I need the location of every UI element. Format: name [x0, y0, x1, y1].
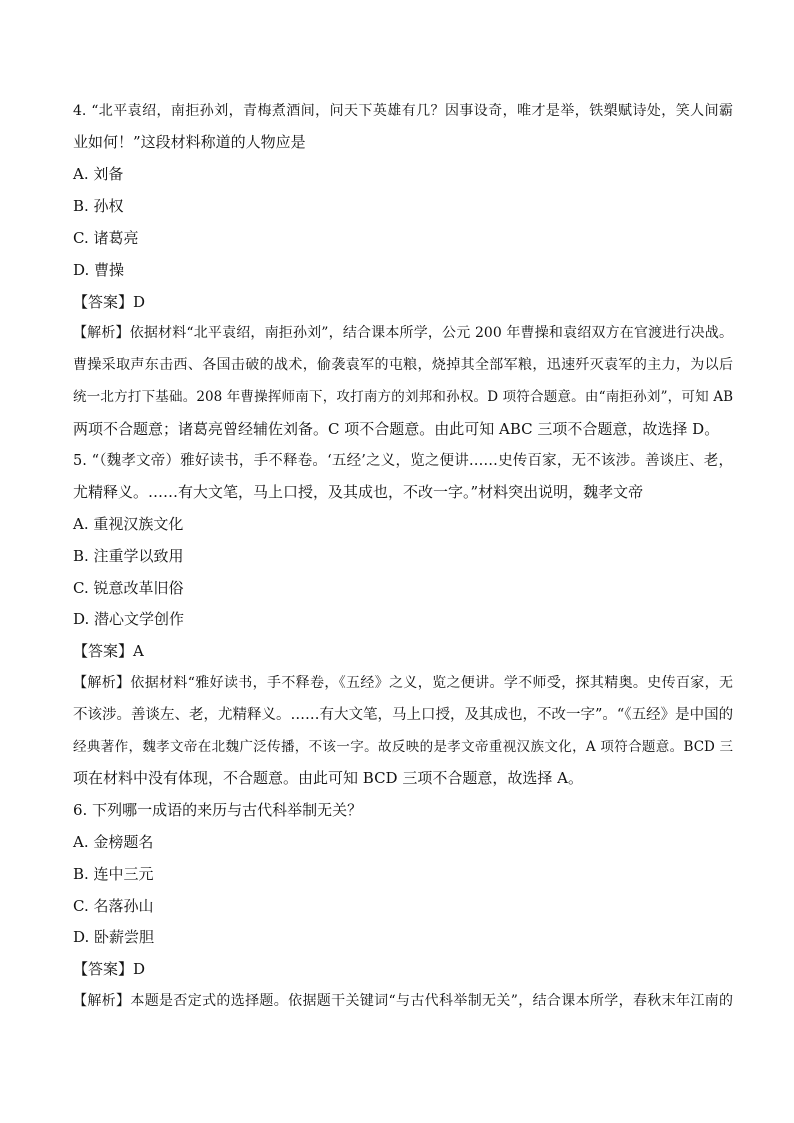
q4-option-d: D. 曹操: [73, 261, 125, 279]
q4-analysis-line-4: 两项不合题意；诸葛亮曾经辅佐刘备。C 项不合题意。由此可知 ABC 三项不合题意，故选择 D。: [73, 420, 720, 438]
q5-option-b: B. 注重学以致用: [73, 547, 184, 565]
q6-option-a: A. 金榜题名: [73, 833, 154, 851]
q5-analysis-line-2: 不该涉。善谈左、老，尤精释义。……有大文笔，马上口授，及其成也，不改一字”。“《五经》是中国的: [73, 707, 733, 723]
q6-answer: 【答案】D: [73, 960, 146, 978]
q4-answer: 【答案】D: [73, 293, 146, 311]
q4-analysis-line-2: 曹操采取声东击西、各国击破的战术，偷袭袁军的屯粮，烧掉其全部军粮，迅速歼灭袁军的主力，为以后: [73, 357, 733, 373]
q5-stem-line-2: 尤精释义。……有大文笔，马上口授，及其成也，不改一字。”材料突出说明，魏孝文帝: [73, 483, 644, 501]
q5-option-c: C. 锐意改革旧俗: [73, 579, 184, 597]
q4-stem-line-2: 业如何！”这段材料称道的人物应是: [73, 133, 306, 151]
q5-answer: 【答案】A: [73, 642, 144, 660]
q6-option-d: D. 卧薪尝胆: [73, 928, 155, 946]
q5-analysis-line-1: 【解析】依据材料“雅好读书，手不释卷，《五经》之义，览之便讲。学不师受，探其精奥。史传百家，无: [73, 675, 733, 691]
q5-option-d: D. 潜心文学创作: [73, 610, 185, 628]
q4-stem-line-1: 4. “北平袁绍，南拒孙刘，青梅煮酒间，问天下英雄有几？因事设奇，唯才是举，铁槊赋诗处，笑人间霸: [73, 103, 733, 119]
q6-analysis-line-1: 【解析】本题是否定式的选择题。依据题干关键词“与古代科举制无关”，结合课本所学，春秋末年江南的: [73, 993, 733, 1009]
q5-analysis-line-3: 经典著作，魏孝文帝在北魏广泛传播，不该一字。故反映的是孝文帝重视汉族文化，A 项符合题意。BCD 三: [73, 739, 733, 755]
q6-option-c: C. 名落孙山: [73, 897, 154, 915]
q4-analysis-line-1: 【解析】依据材料“北平袁绍，南拒孙刘”，结合课本所学，公元 200 年曹操和袁绍双方在官渡进行决战。: [73, 325, 733, 341]
q5-option-a: A. 重视汉族文化: [73, 515, 184, 533]
q4-option-b: B. 孙权: [73, 197, 124, 215]
q5-analysis-line-4: 项在材料中没有体现，不合题意。由此可知 BCD 三项不合题意，故选择 A。: [73, 769, 583, 787]
q4-option-a: A. 刘备: [73, 165, 124, 183]
q6-stem-line-1: 6. 下列哪一成语的来历与古代科举制无关？: [73, 801, 363, 819]
q4-option-c: C. 诸葛亮: [73, 229, 139, 247]
q4-analysis-line-3: 统一北方打下基础。208 年曹操挥师南下，攻打南方的刘邦和孙权。D 项符合题意。由“南拒孙刘”，可知 AB: [73, 389, 733, 405]
q6-option-b: B. 连中三元: [73, 865, 154, 883]
q5-stem-line-1: 5. “（魏孝文帝）雅好读书，手不释卷。‘五经’之义，览之便讲……史传百家，无不该涉。善谈庄、老，: [73, 453, 733, 469]
